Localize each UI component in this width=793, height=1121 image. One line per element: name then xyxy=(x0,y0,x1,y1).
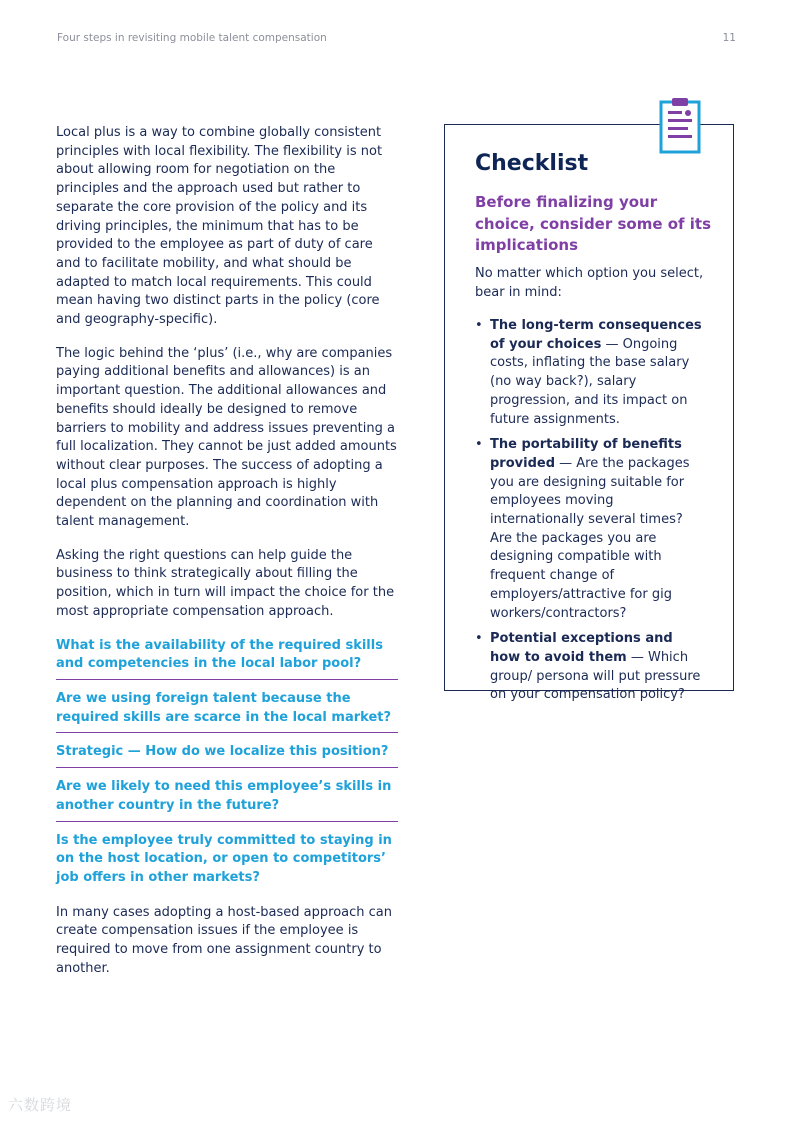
checklist-item-text: — Ongoing costs, inflating the base salary (no way back?), salary progression, and its impact on future assignments. xyxy=(490,336,690,427)
question-item: What is the availability of the required skills and competencies in the local labor pool? xyxy=(56,637,398,680)
paragraph: The logic behind the ‘plus’ (i.e., why are companies paying additional benefits and allowances) is an important question. The additional allowances and benefits should ideally be designed to remove barriers to mobility and address issues preventing a full localization. They cannot be just added amounts without clear purposes. The success of adopting a local plus compensation approach is highly dependent on the planning and coordination with talent management. xyxy=(56,345,397,530)
checklist-item-heading: The portability of benefits provided xyxy=(490,437,682,471)
page-number: 11 xyxy=(722,32,736,44)
checklist-item-heading: The long-term consequences of your choices xyxy=(490,318,702,352)
bullet: • xyxy=(475,631,483,647)
document-title: Four steps in revisiting mobile talent compensation xyxy=(57,32,327,44)
clipboard-icon xyxy=(656,96,704,156)
checklist-subtitle: Before finalizing your choice, consider some of its implications xyxy=(475,193,712,254)
checklist-intro: No matter which option you select, bear in mind: xyxy=(475,266,704,300)
checklist-box xyxy=(444,124,734,703)
question-item: Are we using foreign talent because the required skills are scarce in the local market? xyxy=(56,690,398,733)
watermark: 六数跨境 xyxy=(8,1096,73,1114)
checklist-list xyxy=(475,317,707,712)
paragraph: Asking the right questions can help guide the business to think strategically about filling the position, which in turn will impact the choice for the most appropriate compensation approach. xyxy=(56,547,395,619)
question-item: Strategic — How do we localize this position? xyxy=(56,743,398,768)
checklist-item xyxy=(475,630,707,705)
checklist-item xyxy=(475,436,707,623)
paragraph: Local plus is a way to combine globally consistent principles with local flexibility. The flexibility is not about allowing room for negotiation on the principles and the approach used but rather to separate the core provision of the policy and its driving principles, the minimum that has to be provided to the employee as part of duty of care and to facilitate mobility, and what should be adapted to match local requirements. This could mean having two distinct parts in the policy (core and geography-specific). xyxy=(56,125,383,328)
closing-paragraph: In many cases adopting a host-based approach can create compensation issues if the employee is required to move from one assignment country to another. xyxy=(56,904,392,976)
question-item: Is the employee truly committed to staying in on the host location, or open to competitors’ job offers in other markets? xyxy=(56,832,392,885)
checklist-title: Checklist xyxy=(475,151,589,176)
main-column xyxy=(56,124,398,993)
checklist-item-text: — Which group/ persona will put pressure on your compensation policy? xyxy=(490,649,701,703)
checklist-item-heading: Potential exceptions and how to avoid them xyxy=(490,631,673,665)
question-item: Are we likely to need this employee’s skills in another country in the future? xyxy=(56,778,398,821)
checklist-item-text: — Are the packages you are designing suitable for employees moving internationally several times? Are the packages you are designing compatible with frequent change of employers/attractive for gig workers/contractors? xyxy=(490,455,690,621)
bullet: • xyxy=(475,437,483,453)
checklist-item xyxy=(475,317,707,429)
bullet: • xyxy=(475,318,483,333)
page-header xyxy=(57,32,736,48)
